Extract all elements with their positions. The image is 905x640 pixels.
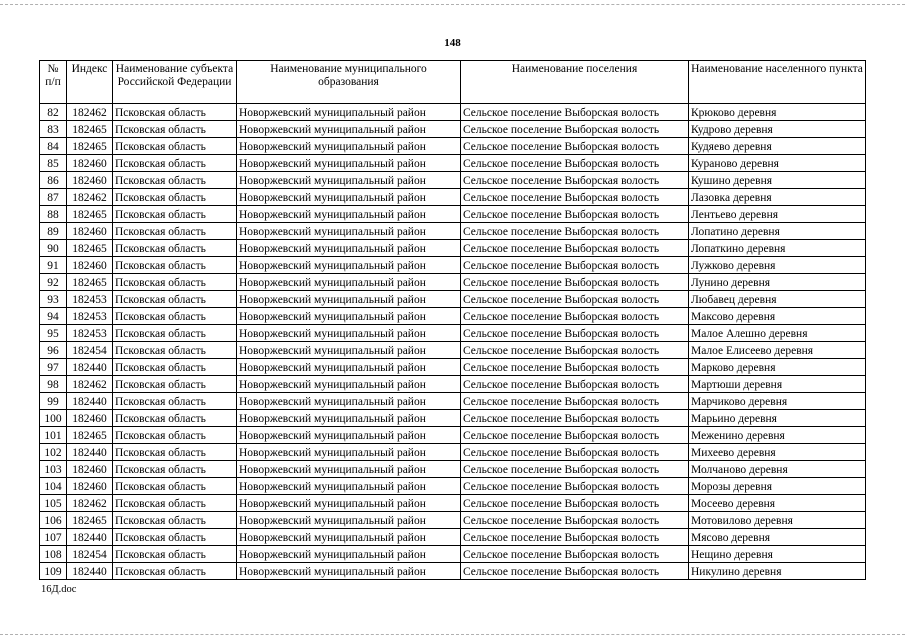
header-settlement: Наименование поселения	[461, 61, 689, 104]
postal-index: 182465	[67, 121, 113, 138]
row-number: 96	[40, 342, 67, 359]
postal-index: 182460	[67, 461, 113, 478]
region-cell: Псковская область	[113, 138, 237, 155]
settlement-cell: Сельское поселение Выборская волость	[461, 546, 689, 563]
settlement-cell: Сельское поселение Выборская волость	[461, 291, 689, 308]
table-row	[40, 563, 866, 580]
postal-index: 182465	[67, 206, 113, 223]
locality-cell: Малое Алешно деревня	[689, 325, 866, 342]
region-cell: Псковская область	[113, 308, 237, 325]
register-table	[39, 60, 866, 580]
table-row	[40, 325, 866, 342]
settlement-cell: Сельское поселение Выборская волость	[461, 529, 689, 546]
locality-cell: Малое Елисеево деревня	[689, 342, 866, 359]
settlement-cell: Сельское поселение Выборская волость	[461, 444, 689, 461]
table-row	[40, 427, 866, 444]
table-row	[40, 138, 866, 155]
region-cell: Псковская область	[113, 189, 237, 206]
region-cell: Псковская область	[113, 223, 237, 240]
row-number: 88	[40, 206, 67, 223]
region-cell: Псковская область	[113, 546, 237, 563]
settlement-cell: Сельское поселение Выборская волость	[461, 308, 689, 325]
table-row	[40, 206, 866, 223]
municipality-cell: Новоржевский муниципальный район	[237, 325, 461, 342]
locality-cell: Кураново деревня	[689, 155, 866, 172]
table-row	[40, 529, 866, 546]
region-cell: Псковская область	[113, 155, 237, 172]
locality-cell: Мотовилово деревня	[689, 512, 866, 529]
table-row	[40, 172, 866, 189]
postal-index: 182462	[67, 189, 113, 206]
settlement-cell: Сельское поселение Выборская волость	[461, 325, 689, 342]
table-row	[40, 189, 866, 206]
municipality-cell: Новоржевский муниципальный район	[237, 410, 461, 427]
row-number: 104	[40, 478, 67, 495]
municipality-cell: Новоржевский муниципальный район	[237, 478, 461, 495]
row-number: 83	[40, 121, 67, 138]
municipality-cell: Новоржевский муниципальный район	[237, 512, 461, 529]
locality-cell: Лунино деревня	[689, 274, 866, 291]
scan-edge-bottom	[0, 634, 905, 635]
municipality-cell: Новоржевский муниципальный район	[237, 495, 461, 512]
locality-cell: Молчаново деревня	[689, 461, 866, 478]
locality-cell: Лазовка деревня	[689, 189, 866, 206]
settlement-cell: Сельское поселение Выборская волость	[461, 257, 689, 274]
row-number: 99	[40, 393, 67, 410]
table-row	[40, 478, 866, 495]
settlement-cell: Сельское поселение Выборская волость	[461, 410, 689, 427]
settlement-cell: Сельское поселение Выборская волость	[461, 427, 689, 444]
table-row	[40, 512, 866, 529]
header-municipality: Наименование муниципального образования	[237, 61, 461, 104]
locality-cell: Кудяево деревня	[689, 138, 866, 155]
table-row	[40, 342, 866, 359]
table-row	[40, 495, 866, 512]
settlement-cell: Сельское поселение Выборская волость	[461, 155, 689, 172]
settlement-cell: Сельское поселение Выборская волость	[461, 512, 689, 529]
municipality-cell: Новоржевский муниципальный район	[237, 155, 461, 172]
postal-index: 182460	[67, 410, 113, 427]
locality-cell: Кушино деревня	[689, 172, 866, 189]
postal-index: 182462	[67, 104, 113, 121]
municipality-cell: Новоржевский муниципальный район	[237, 189, 461, 206]
region-cell: Псковская область	[113, 376, 237, 393]
table-row	[40, 274, 866, 291]
table-row	[40, 155, 866, 172]
municipality-cell: Новоржевский муниципальный район	[237, 308, 461, 325]
row-number: 84	[40, 138, 67, 155]
municipality-cell: Новоржевский муниципальный район	[237, 342, 461, 359]
locality-cell: Мясово деревня	[689, 529, 866, 546]
municipality-cell: Новоржевский муниципальный район	[237, 393, 461, 410]
settlement-cell: Сельское поселение Выборская волость	[461, 495, 689, 512]
postal-index: 182460	[67, 223, 113, 240]
region-cell: Псковская область	[113, 444, 237, 461]
region-cell: Псковская область	[113, 563, 237, 580]
postal-index: 182440	[67, 393, 113, 410]
settlement-cell: Сельское поселение Выборская волость	[461, 189, 689, 206]
locality-cell: Лентьево деревня	[689, 206, 866, 223]
row-number: 87	[40, 189, 67, 206]
row-number: 85	[40, 155, 67, 172]
postal-index: 182440	[67, 529, 113, 546]
settlement-cell: Сельское поселение Выборская волость	[461, 393, 689, 410]
settlement-cell: Сельское поселение Выборская волость	[461, 223, 689, 240]
locality-cell: Любавец деревня	[689, 291, 866, 308]
table-row	[40, 410, 866, 427]
locality-cell: Мосеево деревня	[689, 495, 866, 512]
row-number: 103	[40, 461, 67, 478]
settlement-cell: Сельское поселение Выборская волость	[461, 206, 689, 223]
row-number: 102	[40, 444, 67, 461]
locality-cell: Кудрово деревня	[689, 121, 866, 138]
region-cell: Псковская область	[113, 121, 237, 138]
row-number: 82	[40, 104, 67, 121]
region-cell: Псковская область	[113, 104, 237, 121]
settlement-cell: Сельское поселение Выборская волость	[461, 376, 689, 393]
row-number: 95	[40, 325, 67, 342]
municipality-cell: Новоржевский муниципальный район	[237, 240, 461, 257]
municipality-cell: Новоржевский муниципальный район	[237, 206, 461, 223]
settlement-cell: Сельское поселение Выборская волость	[461, 563, 689, 580]
settlement-cell: Сельское поселение Выборская волость	[461, 274, 689, 291]
region-cell: Псковская область	[113, 478, 237, 495]
table-row	[40, 359, 866, 376]
postal-index: 182453	[67, 291, 113, 308]
file-name-footer: 16Д.doc	[41, 584, 77, 595]
table-row	[40, 121, 866, 138]
municipality-cell: Новоржевский муниципальный район	[237, 427, 461, 444]
locality-cell: Меженино деревня	[689, 427, 866, 444]
table-row	[40, 393, 866, 410]
municipality-cell: Новоржевский муниципальный район	[237, 274, 461, 291]
table-row	[40, 444, 866, 461]
region-cell: Псковская область	[113, 206, 237, 223]
postal-index: 182453	[67, 308, 113, 325]
settlement-cell: Сельское поселение Выборская волость	[461, 359, 689, 376]
municipality-cell: Новоржевский муниципальный район	[237, 172, 461, 189]
postal-index: 182462	[67, 376, 113, 393]
postal-index: 182440	[67, 563, 113, 580]
municipality-cell: Новоржевский муниципальный район	[237, 291, 461, 308]
municipality-cell: Новоржевский муниципальный район	[237, 359, 461, 376]
municipality-cell: Новоржевский муниципальный район	[237, 529, 461, 546]
row-number: 98	[40, 376, 67, 393]
row-number: 109	[40, 563, 67, 580]
region-cell: Псковская область	[113, 274, 237, 291]
region-cell: Псковская область	[113, 172, 237, 189]
locality-cell: Нещино деревня	[689, 546, 866, 563]
locality-cell: Михеево деревня	[689, 444, 866, 461]
postal-index: 182460	[67, 155, 113, 172]
municipality-cell: Новоржевский муниципальный район	[237, 563, 461, 580]
municipality-cell: Новоржевский муниципальный район	[237, 444, 461, 461]
row-number: 108	[40, 546, 67, 563]
locality-cell: Никулино деревня	[689, 563, 866, 580]
municipality-cell: Новоржевский муниципальный район	[237, 376, 461, 393]
region-cell: Псковская область	[113, 410, 237, 427]
row-number: 100	[40, 410, 67, 427]
settlement-cell: Сельское поселение Выборская волость	[461, 461, 689, 478]
row-number: 86	[40, 172, 67, 189]
region-cell: Псковская область	[113, 512, 237, 529]
region-cell: Псковская область	[113, 495, 237, 512]
region-cell: Псковская область	[113, 342, 237, 359]
postal-index: 182465	[67, 274, 113, 291]
locality-cell: Марьино деревня	[689, 410, 866, 427]
settlement-cell: Сельское поселение Выборская волость	[461, 104, 689, 121]
table-row	[40, 223, 866, 240]
row-number: 90	[40, 240, 67, 257]
locality-cell: Марчиково деревня	[689, 393, 866, 410]
region-cell: Псковская область	[113, 291, 237, 308]
postal-index: 182460	[67, 478, 113, 495]
locality-cell: Максово деревня	[689, 308, 866, 325]
row-number: 93	[40, 291, 67, 308]
region-cell: Псковская область	[113, 359, 237, 376]
table-row	[40, 240, 866, 257]
municipality-cell: Новоржевский муниципальный район	[237, 138, 461, 155]
page-number: 148	[444, 37, 461, 49]
postal-index: 182453	[67, 325, 113, 342]
settlement-cell: Сельское поселение Выборская волость	[461, 121, 689, 138]
region-cell: Псковская область	[113, 325, 237, 342]
postal-index: 182460	[67, 257, 113, 274]
postal-index: 182465	[67, 240, 113, 257]
municipality-cell: Новоржевский муниципальный район	[237, 121, 461, 138]
postal-index: 182454	[67, 342, 113, 359]
municipality-cell: Новоржевский муниципальный район	[237, 257, 461, 274]
header-number: № п/п	[40, 61, 67, 104]
table-row	[40, 461, 866, 478]
settlement-cell: Сельское поселение Выборская волость	[461, 342, 689, 359]
row-number: 94	[40, 308, 67, 325]
region-cell: Псковская область	[113, 529, 237, 546]
municipality-cell: Новоржевский муниципальный район	[237, 104, 461, 121]
header-index: Индекс	[67, 61, 113, 104]
table-header-row	[40, 61, 866, 104]
region-cell: Псковская область	[113, 461, 237, 478]
table-body	[40, 104, 866, 580]
row-number: 101	[40, 427, 67, 444]
row-number: 89	[40, 223, 67, 240]
table-row	[40, 104, 866, 121]
scan-edge-top	[0, 4, 905, 5]
header-region: Наименование субъекта Российской Федерации	[113, 61, 237, 104]
settlement-cell: Сельское поселение Выборская волость	[461, 478, 689, 495]
row-number: 106	[40, 512, 67, 529]
settlement-cell: Сельское поселение Выборская волость	[461, 240, 689, 257]
municipality-cell: Новоржевский муниципальный район	[237, 546, 461, 563]
locality-cell: Морозы деревня	[689, 478, 866, 495]
row-number: 105	[40, 495, 67, 512]
table-row	[40, 546, 866, 563]
postal-index: 182465	[67, 512, 113, 529]
table-row	[40, 291, 866, 308]
locality-cell: Лужково деревня	[689, 257, 866, 274]
locality-cell: Лопатино деревня	[689, 223, 866, 240]
postal-index: 182440	[67, 359, 113, 376]
region-cell: Псковская область	[113, 240, 237, 257]
postal-index: 182462	[67, 495, 113, 512]
row-number: 91	[40, 257, 67, 274]
postal-index: 182460	[67, 172, 113, 189]
municipality-cell: Новоржевский муниципальный район	[237, 223, 461, 240]
locality-cell: Мартюши деревня	[689, 376, 866, 393]
municipality-cell: Новоржевский муниципальный район	[237, 461, 461, 478]
table-row	[40, 376, 866, 393]
header-locality: Наименование населенного пункта	[689, 61, 866, 104]
postal-index: 182440	[67, 444, 113, 461]
settlement-cell: Сельское поселение Выборская волость	[461, 172, 689, 189]
region-cell: Псковская область	[113, 427, 237, 444]
row-number: 107	[40, 529, 67, 546]
locality-cell: Марково деревня	[689, 359, 866, 376]
settlement-cell: Сельское поселение Выборская волость	[461, 138, 689, 155]
table-row	[40, 257, 866, 274]
row-number: 97	[40, 359, 67, 376]
postal-index: 182465	[67, 138, 113, 155]
locality-cell: Лопаткино деревня	[689, 240, 866, 257]
region-cell: Псковская область	[113, 393, 237, 410]
table-row	[40, 308, 866, 325]
row-number: 92	[40, 274, 67, 291]
locality-cell: Крюково деревня	[689, 104, 866, 121]
postal-index: 182465	[67, 427, 113, 444]
postal-index: 182454	[67, 546, 113, 563]
region-cell: Псковская область	[113, 257, 237, 274]
